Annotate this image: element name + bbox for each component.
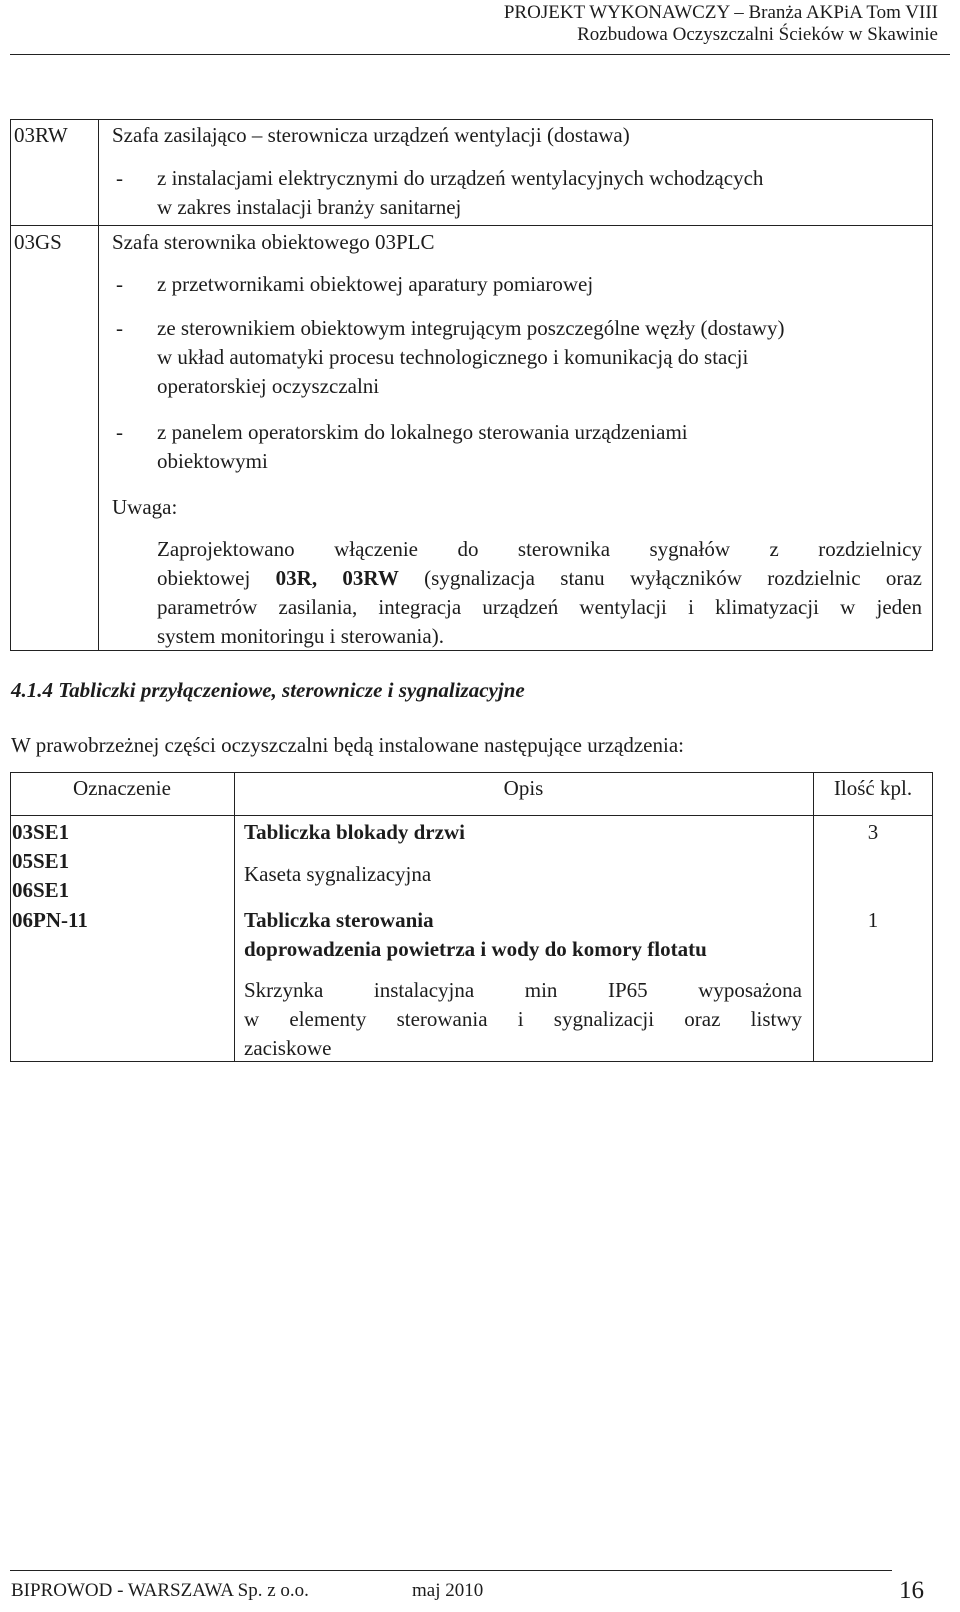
device-code: 03SE1 <box>12 820 70 844</box>
section-number: 4.1.4 <box>11 678 53 702</box>
code-03gs: 03GS <box>14 230 62 254</box>
gs-bullet-line: z panelem operatorskim do lokalnego sterowania urządzeniami <box>157 420 688 444</box>
footer-company: BIPROWOD - WARSZAWA Sp. z o.o. <box>11 1580 309 1601</box>
gs-bullet-line: w układ automatyki procesu technologicznego i komunikacją do stacji <box>157 345 749 369</box>
device-desc: Skrzynka instalacyjna min IP65 wyposażona <box>244 978 802 1002</box>
column-header-qty: Ilość kpl. <box>833 776 913 800</box>
device-code: 05SE1 <box>12 849 70 873</box>
device-qty: 1 <box>867 908 879 932</box>
section-heading <box>11 676 525 705</box>
gs-bullet-dash: - <box>116 316 123 340</box>
rw-bullet-line: z instalacjami elektrycznymi do urządzeń wentylacyjnych wchodzących <box>157 166 764 190</box>
device-title: Tabliczka sterowania <box>244 908 434 932</box>
footer-date: maj 2010 <box>412 1580 484 1601</box>
footer-rule <box>10 1570 892 1571</box>
gs-bullet-line: z przetwornikami obiektowej aparatury pomiarowej <box>157 272 594 296</box>
page-number: 16 <box>899 1577 924 1604</box>
note-line: Zaprojektowano włączenie do sterownika sygnałów z rozdzielnicy <box>157 537 922 561</box>
note-line: parametrów zasilania, integracja urządzeń wentylacji i klimatyzacji w jeden <box>157 595 922 619</box>
gs-bullet-dash: - <box>116 420 123 444</box>
device-desc: w elementy sterowania i sygnalizacji oraz listwy <box>244 1007 802 1031</box>
gs-bullet-line: operatorskiej oczyszczalni <box>157 374 380 398</box>
header-project-subtitle: Rozbudowa Oczyszczalni Ścieków w Skawinie <box>577 24 938 45</box>
rw-bullet-dash: - <box>116 166 123 190</box>
code-03rw: 03RW <box>14 123 68 147</box>
header-rule <box>10 54 950 55</box>
gs-bullet-line: obiektowymi <box>157 449 268 473</box>
note-line <box>157 564 922 593</box>
device-table-header-divider <box>10 815 933 816</box>
spec-table-row-divider <box>10 225 933 226</box>
gs-title: Szafa sterownika obiektowego 03PLC <box>112 230 435 254</box>
column-header-code: Oznaczenie <box>73 776 171 800</box>
device-code: 06SE1 <box>12 878 70 902</box>
device-qty: 3 <box>867 820 879 844</box>
note-text: obiektowej <box>157 566 276 590</box>
section-intro: W prawobrzeżnej części oczyszczalni będą instalowane następujące urządzenia: <box>11 733 684 757</box>
device-code: 06PN-11 <box>12 908 88 932</box>
column-header-desc: Opis <box>503 776 544 800</box>
rw-title: Szafa zasilająco – sterownicza urządzeń wentylacji (dostawa) <box>112 123 630 147</box>
spec-table-divider <box>98 119 99 651</box>
header-project-title: PROJEKT WYKONAWCZY – Branża AKPiA Tom VIII <box>503 2 938 23</box>
gs-bullet-line: ze sterownikiem obiektowym integrującym poszczególne węzły (dostawy) <box>157 316 785 340</box>
note-line: system monitoringu i sterowania). <box>157 624 444 648</box>
device-desc: zaciskowe <box>244 1036 332 1060</box>
device-title: doprowadzenia powietrza i wody do komory flotatu <box>244 937 707 961</box>
note-text: (sygnalizacja stanu wyłączników rozdzielnic oraz <box>398 566 923 590</box>
section-title: Tabliczki przyłączeniowe, sterownicze i sygnalizacyjne <box>58 678 525 702</box>
device-desc: Kaseta sygnalizacyjna <box>244 862 432 886</box>
device-title: Tabliczka blokady drzwi <box>244 820 465 844</box>
note-device-codes: 03R, 03RW <box>275 566 399 590</box>
note-label: Uwaga: <box>112 495 178 519</box>
gs-bullet-dash: - <box>116 272 123 296</box>
rw-bullet-line: w zakres instalacji branży sanitarnej <box>157 195 462 219</box>
